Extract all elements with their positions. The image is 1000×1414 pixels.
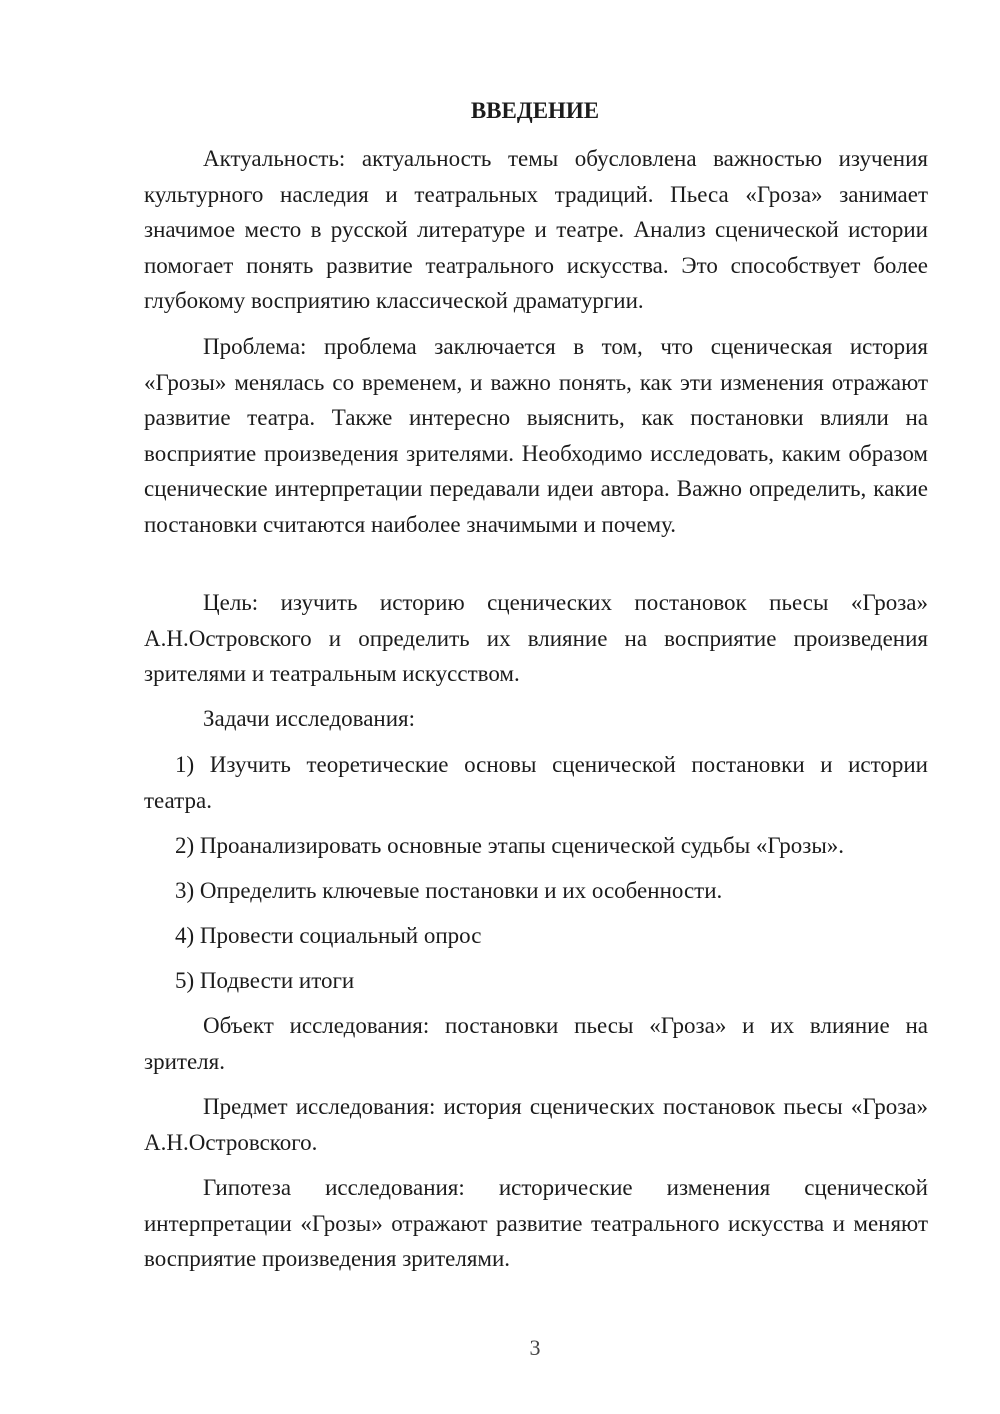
task-item-2: 2) Проанализировать основные этапы сценической судьбы «Грозы». — [175, 833, 845, 858]
task-item-1: 1) Изучить теоретические основы сценической постановки и истории театра. — [144, 752, 928, 813]
problem-paragraph: Проблема: проблема заключается в том, что сценическая история «Грозы» менялась со временем, и важно понять, как эти изменения отражают развитие театра. Также интересно выяснить, как постановки влияли на восприятие произведения зрителями. Необходимо исследовать, каким образом сценические интерпретации передавали идеи автора. Важно определить, какие постановки считаются наиболее значимыми и почему. — [144, 334, 928, 537]
task-item-3: 3) Определить ключевые постановки и их особенности. — [175, 878, 723, 903]
page-number: 3 — [529, 1335, 541, 1360]
goal-paragraph: Цель: изучить историю сценических постановок пьесы «Гроза» А.Н.Островского и определить их влияние на восприятие произведения зрителями и театральным искусством. — [144, 590, 928, 686]
tasks-heading: Задачи исследования: — [203, 706, 416, 731]
subject-paragraph: Предмет исследования: история сценических постановок пьесы «Гроза» А.Н.Островского. — [144, 1094, 928, 1155]
relevance-paragraph: Актуальность: актуальность темы обусловлена важностью изучения культурного наследия и театральных традиций. Пьеса «Гроза» занимает значимое место в русской литературе и театре. Анализ сценической истории помогает понять развитие театрального искусства. Это способствует более глубокому восприятию классической драматургии. — [144, 146, 928, 313]
hypothesis-paragraph: Гипотеза исследования: исторические изменения сценической интерпретации «Грозы» отражают развитие театрального искусства и меняют восприятие произведения зрителями. — [144, 1175, 928, 1271]
task-item-4: 4) Провести социальный опрос — [175, 923, 482, 948]
object-paragraph: Объект исследования: постановки пьесы «Гроза» и их влияние на зрителя. — [144, 1013, 928, 1074]
task-item-5: 5) Подвести итоги — [175, 968, 355, 993]
page-title: ВВЕДЕНИЕ — [470, 98, 600, 123]
